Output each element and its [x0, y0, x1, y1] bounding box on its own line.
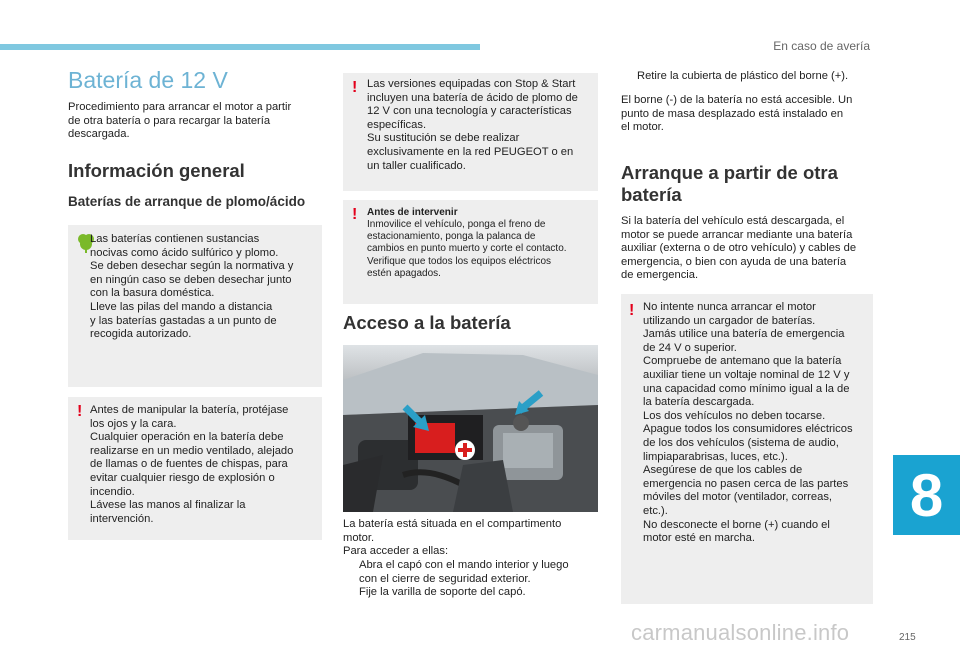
- bullet-icon: [621, 70, 637, 84]
- stop-start-text: Las versiones equipadas con Stop & Start incluyen una batería de ácido de plomo de 12 V con una tecnología y características específicas. Su sustitución se debe realizar exclusivamente en la red PEUGEOT o en un taller cualificado.: [367, 78, 578, 172]
- watermark: carmanualsonline.info: [631, 620, 850, 645]
- bullet-icon: [343, 559, 359, 586]
- bullet-icon: [343, 586, 359, 600]
- header-accent-bar: [0, 44, 480, 50]
- warning-handling-text: Antes de manipular la batería, protéjase los ojos y la cara. Cualquier operación en la batería debe realizarse en un medio ventilado, alejado de llamas o de fuentes de chispas, para evitar cualquier riesgo de explosión o incendio. Lávese las manos al finalizar la intervención.: [90, 404, 294, 525]
- chapter-tab[interactable]: 8: [893, 455, 960, 535]
- warning-box-jump-start: [621, 294, 873, 604]
- environment-note-text: Las baterías contienen sustancias nocivas como ácido sulfúrico y plomo. Se deben desechar según la normativa y en ningún caso se deben desechar junto con la basura doméstica. Lleve las pilas del mando a distancia y las baterías gastadas a un punto de recogida autorizado.: [90, 233, 294, 341]
- page-title: Batería de 12 V: [68, 67, 228, 93]
- before-text: Inmovilice el vehículo, ponga el freno de estacionamiento, ponga la palanca de cambios en punto muerto y corte el contacto. Verifique que todos los equipos eléctricos estén apagados.: [367, 219, 567, 279]
- step-open-bonnet: Abra el capó con el mando interior y luego con el cierre de seguridad exterior.: [359, 559, 569, 585]
- warning-icon: !: [629, 302, 635, 319]
- warning-box-handling: [68, 397, 322, 540]
- page-number: 215: [899, 632, 916, 643]
- intro-text: Procedimiento para arrancar el motor a partir de otra batería o para recargar la batería descargada.: [68, 101, 292, 141]
- before-title: Antes de intervenir: [367, 207, 458, 218]
- subheading-lead-acid: Baterías de arranque de plomo/ácido: [68, 194, 306, 209]
- heading-jump-start: Arranque a partir de otra batería: [621, 162, 838, 205]
- access-steps-list: [343, 559, 598, 600]
- warning-icon: !: [77, 403, 83, 420]
- list-item: [343, 559, 598, 586]
- section-label: En caso de avería: [773, 39, 870, 53]
- battery-location-caption: La batería está situada en el compartimento motor. Para acceder a ellas:: [343, 518, 562, 558]
- heading-general-info: Información general: [68, 160, 245, 181]
- heading-battery-access: Acceso a la batería: [343, 312, 511, 333]
- warning-box-stop-start: [343, 73, 598, 191]
- step-remove-cover: Retire la cubierta de plástico del borne (+).: [637, 70, 849, 82]
- jump-start-text: Si la batería del vehículo está descargada, el motor se puede arrancar mediante una batería auxiliar (externa o de otro vehículo) y cables de emergencia, o bien con ayuda de una batería de emergencia.: [621, 215, 857, 282]
- warning-icon: !: [352, 206, 358, 223]
- warning-icon: !: [352, 79, 358, 96]
- list-item: [621, 70, 876, 84]
- step-fix-prop-rod: Fije la varilla de soporte del capó.: [359, 586, 526, 599]
- warning-box-before: [343, 200, 598, 304]
- jump-start-warning-text: No intente nunca arrancar el motor utilizando un cargador de baterías. Jamás utilice una batería de emergencia de 24 V o superior. Compruebe de antemano que la batería auxiliar tiene un voltaje nominal de 12 V y una capacidad como mínimo igual a la de la batería descargada. Los dos vehículos no deben tocarse. Apague todos los consumidores eléctricos de los dos vehículos (sistema de audio, limpiaparabrisas, luces, etc.). Asegúrese de que los cables de emergencia no pasen cerca de las partes móviles del motor (ventilador, correas, etc.). No desconecte el borne (+) cuando el motor esté en marcha.: [643, 301, 853, 545]
- engine-bay-photo: [343, 345, 598, 512]
- list-item: [343, 586, 598, 600]
- environment-note-box: [68, 225, 322, 387]
- negative-terminal-note: El borne (-) de la batería no está accesible. Un punto de masa desplazado está instalado en el motor.: [621, 94, 853, 134]
